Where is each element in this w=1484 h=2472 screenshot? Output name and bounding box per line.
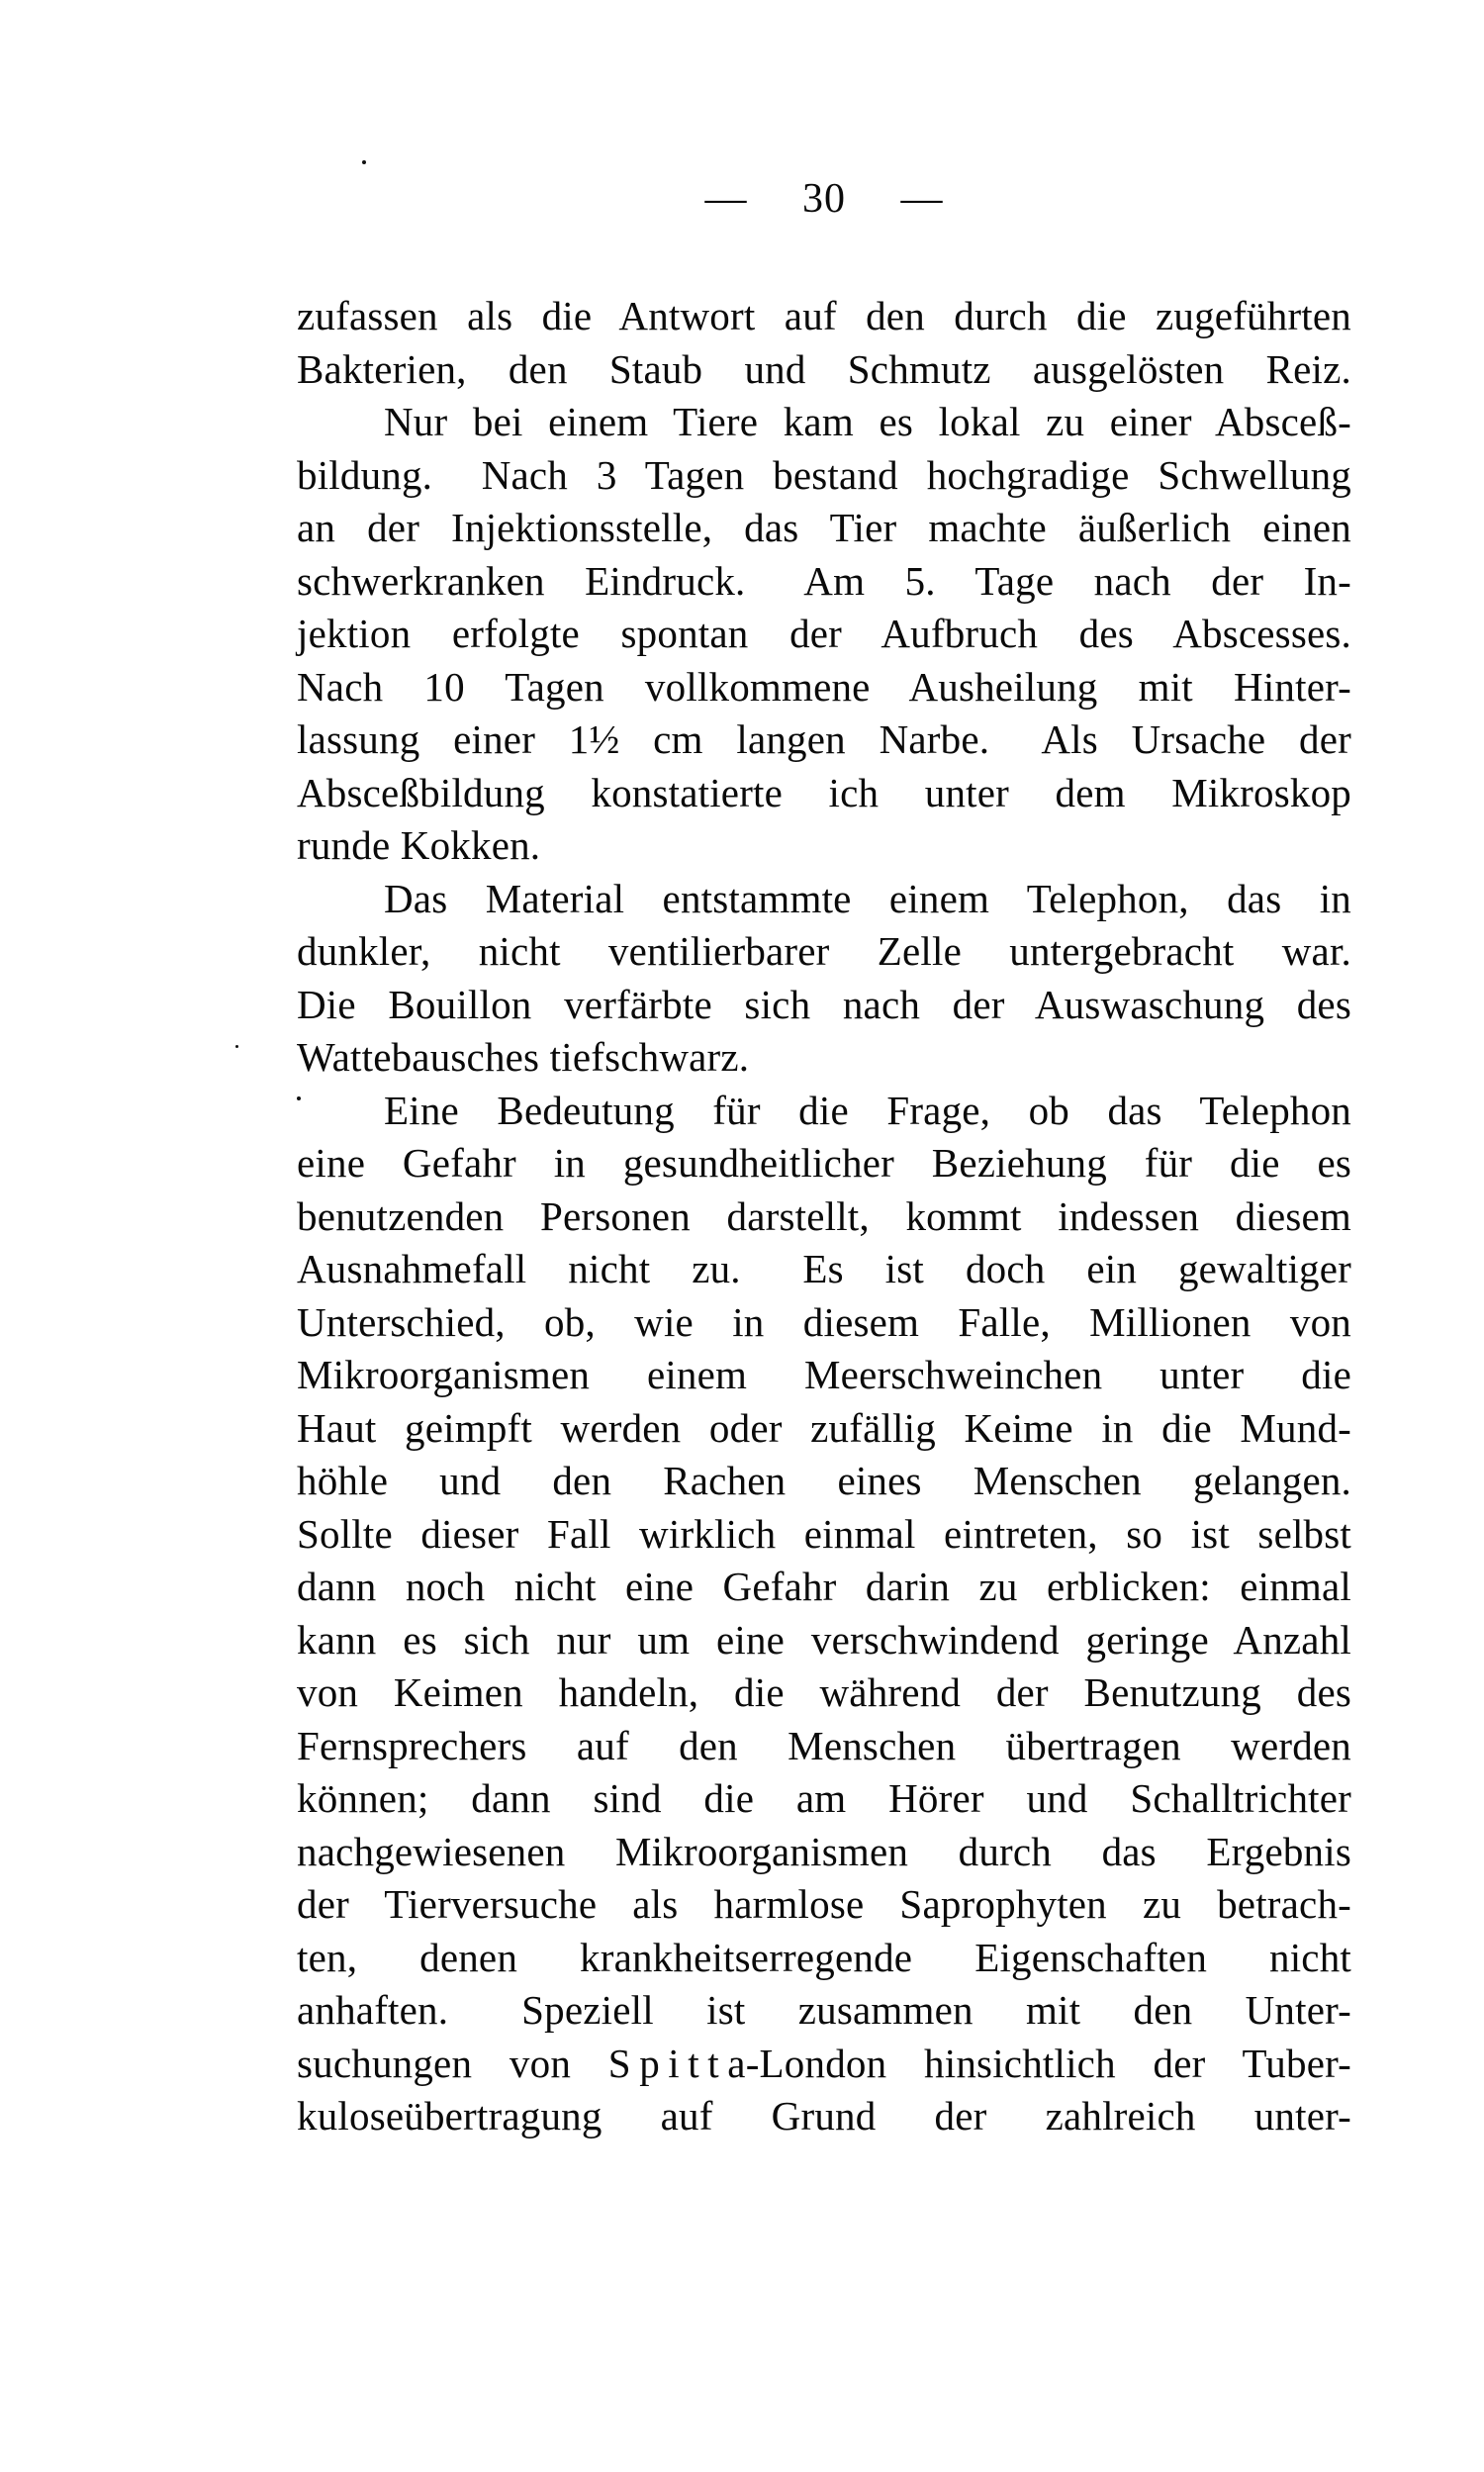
text-line: kuloseübertragung auf Grund der zahlreich unter- (297, 2093, 1351, 2139)
text-line: Nur bei einem Tiere kam es lokal zu einer Absceß- (384, 399, 1351, 444)
text-line: dunkler, nicht ventilierbarer Zelle untergebracht war. (297, 928, 1351, 974)
text-line: benutzenden Personen darstellt, kommt indessen diesem (297, 1192, 1351, 1239)
text-line: jektion erfolgte spontan der Aufbruch des Abscesses. (297, 611, 1351, 656)
text-line: Die Bouillon verfärbte sich nach der Auswaschung des (297, 981, 1351, 1027)
text-line: Nach 10 Tagen vollkommene Ausheilung mit Hinter- (297, 663, 1351, 710)
text-line: Absceßbildung konstatierte ich unter dem Mikroskop (297, 769, 1351, 815)
text-line: zufassen als die Antwort auf den durch die zugeführten (297, 293, 1351, 338)
text-line: höhle und den Rachen eines Menschen gelangen. (297, 1458, 1351, 1503)
text-line: schwerkranken Eindruck. Am 5. Tage nach der In- (297, 557, 1351, 604)
text-line: der Tierversuche als harmlose Saprophyten zu betrach- (297, 1881, 1351, 1927)
text-line: Bakterien, den Staub und Schmutz ausgelösten Reiz. (297, 345, 1351, 392)
text-line: Das Material entstammte einem Telephon, das in (384, 875, 1351, 921)
text-line: bildung. Nach 3 Tagen bestand hochgradige Schwellung (297, 451, 1351, 498)
text-line: von Keimen handeln, die während der Benutzung des (297, 1669, 1351, 1715)
text-line: Unterschied, ob, wie in diesem Falle, Millionen von (297, 1298, 1351, 1345)
text-line: eine Gefahr in gesundheitlicher Beziehung für die es (297, 1140, 1351, 1186)
text-line: Wattebausches tiefschwarz. (297, 1034, 750, 1080)
text-line: können; dann sind die am Hörer und Schalltrichter (297, 1775, 1351, 1821)
text-line: anhaften. Speziell ist zusammen mit den Unter- (297, 1987, 1351, 2033)
text-line: Eine Bedeutung für die Frage, ob das Telephon (384, 1087, 1351, 1133)
scan-speck (362, 160, 366, 164)
text-line: runde Kokken. (297, 822, 541, 868)
scan-speck (297, 1096, 301, 1100)
text-line: Ausnahmefall nicht zu. Es ist doch ein gewaltiger (297, 1246, 1351, 1291)
text-line: nachgewiesenen Mikroorganismen durch das Ergebnis (297, 1828, 1351, 1874)
scan-speck (235, 1045, 238, 1048)
text-line: Sollte dieser Fall wirklich einmal eintreten, so ist selbst (297, 1510, 1351, 1557)
text-line: kann es sich nur um eine verschwindend geringe Anzahl (297, 1616, 1351, 1663)
text-line: lassung einer 1½ cm langen Narbe. Als Ursache der (297, 716, 1351, 762)
text-line: ten, denen krankheitserregende Eigenschaften nicht (297, 1934, 1351, 1980)
text-line: Haut geimpft werden oder zufällig Keime in die Mund- (297, 1404, 1351, 1451)
page-number: — 30 — (704, 176, 944, 222)
text-line: an der Injektionsstelle, das Tier machte äußerlich einen (297, 505, 1351, 550)
text-line: Fernsprechers auf den Menschen übertragen werden (297, 1722, 1351, 1768)
text-line: suchungen von S p i t t a-London hinsichtlich der Tuber- (297, 2040, 1351, 2086)
text-line: Mikroorganismen einem Meerschweinchen unter die (297, 1352, 1351, 1397)
text-body (297, 290, 1351, 2143)
text-line: dann noch nicht eine Gefahr darin zu erblicken: einmal (297, 1564, 1351, 1609)
